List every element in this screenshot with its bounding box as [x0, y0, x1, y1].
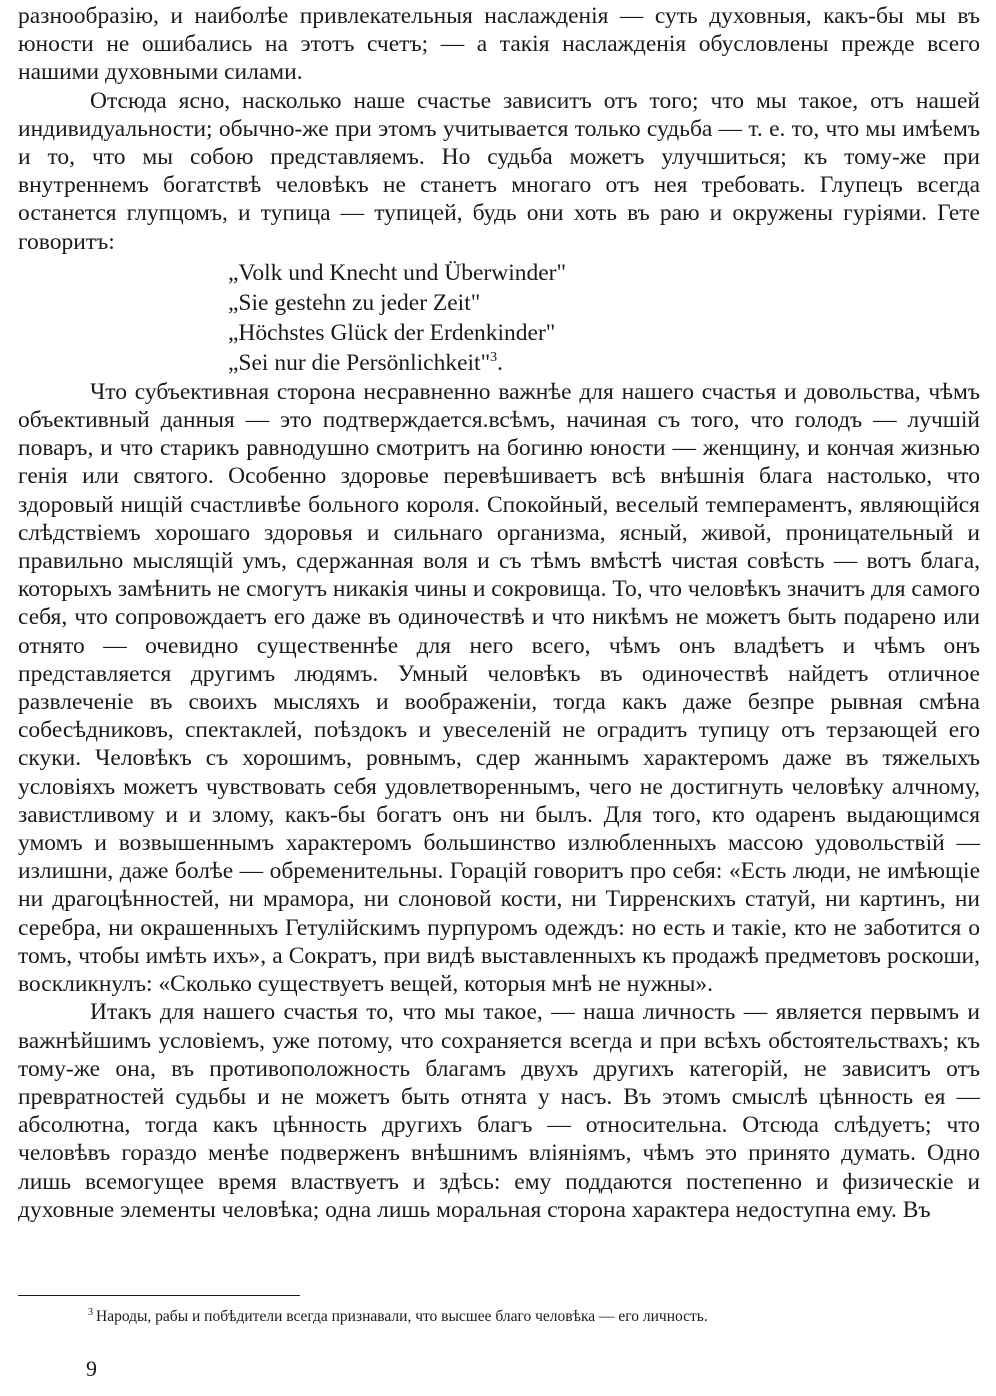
- footnote-reference[interactable]: 3: [490, 349, 498, 365]
- footnote-divider: [18, 1295, 300, 1296]
- verse-line-1: „Volk und Knecht und Überwinder": [228, 259, 567, 286]
- verse-line-3: „Höchstes Glück der Erdenkinder": [228, 319, 556, 346]
- verse-line-2: „Sie gestehn zu jeder Zeit": [228, 289, 481, 316]
- page-body: [18, 0, 980, 1224]
- paragraph-continuation: разнообразію, и наиболѣе привлекательныя наслажденія — суть духовныя, какъ-бы мы въ юности не ошибались на этотъ счетъ; — а такія наслажденія обусловлены прежде всего нашими духовными силами.: [18, 3, 980, 86]
- verse-line-4-end: .: [497, 349, 504, 376]
- goethe-quote: [228, 258, 980, 378]
- footnote-text: Народы, рабы и побѣдители всегда признавали, что высшее благо человѣка — его личность.: [96, 1308, 708, 1325]
- paragraph-subjective-side: Что субъективная сторона несравненно важнѣе для нашего счастья и довольства, чѣмъ объективный данныя — это подтверждается.всѣмъ, начиная съ того, что голодъ — лучшій поваръ, и что старикъ равнодушно смотритъ на богиню юности — женщину, и кончая жизнью генія или святого. Особенно здоровье перевѣшиваетъ всѣ внѣшнія блага настолько, что здоровый нищій счастливѣе больного короля. Спокойный, веселый темпераментъ, являющійся слѣдствіемъ хорошаго здоровья и сильнаго организма, ясный, живой, проницательный и правильно мыслящій умъ, сдержанная воля и съ тѣмъ вмѣстѣ чистая совѣсть — вотъ блага, которыхъ замѣнить не смогутъ никакія чины и сокровища. То, что человѣкъ значитъ для самого себя, что сопровождаетъ его даже въ одиночествѣ и что никѣмъ не можетъ быть подарено или отнято — очевидно существеннѣе для него всего, чѣмъ онъ владѣетъ и чѣмъ онъ представляется другимъ людямъ. Умный человѣкъ въ одиночествѣ найдетъ отличное развлеченіе въ своихъ мысляхъ и воображеніи, тогда какъ даже безпре рывная смѣна собесѣдниковъ, спектаклей, поѣздокъ и увеселеній не оградитъ тупицу отъ терзающей его скуки. Человѣкъ съ хорошимъ, ровнымъ, сдер жаннымъ характеромъ даже въ тяжелыхъ условіяхъ можетъ чувствовать себя удовлетвореннымъ, чего не достигнуть человѣку алчному, завистливому и и злому, какъ-бы богатъ онъ ни былъ. Для того, кто одаренъ выдающимся умомъ и возвышеннымъ характеромъ большинство излюбленныхъ массою удовольствій — излишни, даже болѣе — обременительны. Горацій говоритъ про себя: «Есть люди, не имѣющіе ни драгоцѣнностей, ни мрамора, ни слоновой кости, ни Тирренскихъ статуй, ни картинъ, ни серебра, ни окрашенныхъ Гетулійскимъ пурпуромъ одеждъ: но есть и такіе, кто не заботится о томъ, чтобы имѣть ихъ», а Сократъ, при видѣ выставленныхъ къ продажѣ предметовъ роскоши, воскликнулъ: «Сколько существуетъ вещей, которыя мнѣ не нужны».: [18, 378, 980, 998]
- paragraph-happiness-depends: Отсюда ясно, насколько наше счастье зависитъ отъ того; что мы такое, отъ нашей индивидуальности; обычно-же при этомъ учитывается только судьба — т. е. то, что мы имѣемъ и то, что мы собою представляемъ. Но судьба можетъ улучшиться; къ тому-же при внутреннемъ богатствѣ человѣкъ не станетъ многаго отъ нея требовать. Глупецъ всегда останется глупцомъ, и тупица — тупицей, будь они хоть въ раю и окружены гуріями. Гете говоритъ:: [18, 87, 980, 255]
- verse-line-4-text: „Sei nur die Persönlichkeit": [228, 349, 491, 376]
- page-number: 9: [86, 1356, 97, 1381]
- paragraph-personality: Итакъ для нашего счастья то, что мы такое, — наша личность — является первымъ и важнѣйшимъ условіемъ, уже потому, что сохраняется всегда и при всѣхъ обстоятельствахъ; къ тому-же она, въ противоположность благамъ двухъ другихъ категорій, не зависитъ отъ превратностей судьбы и не можетъ быть отнята у насъ. Въ этомъ смыслѣ цѣнность ея — абсолютна, тогда какъ цѣнность другихъ благъ — относительна. Отсюда слѣдуетъ; что человѣвъ гораздо менѣе подверженъ внѣшнимъ вліяніямъ, чѣмъ это принято думать. Одно лишь всемогущее время властвуетъ и здѣсь: ему поддаются постепенно и физическіе и духовные элементы человѣка; одна лишь моральная сторона характера недоступна ему. Въ: [18, 999, 980, 1223]
- footnote-marker: 3: [88, 1307, 93, 1318]
- verse-line-4: [228, 348, 980, 378]
- footnote: [88, 1307, 968, 1327]
